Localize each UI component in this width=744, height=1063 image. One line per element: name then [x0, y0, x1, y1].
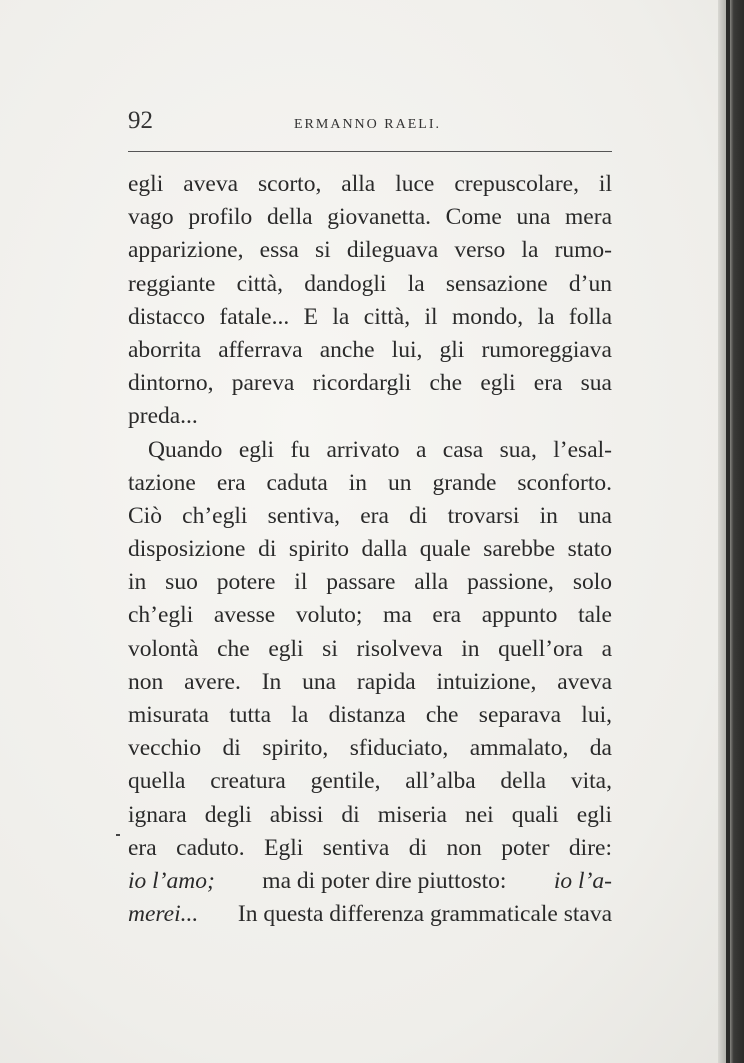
text-line: vago profilo della giovanetta. Come una mera: [128, 204, 612, 231]
body-text: [128, 168, 612, 931]
italic-phrase: io l’a-: [553, 867, 612, 894]
text-line: dintorno, pareva ricordargli che egli era sua: [128, 370, 612, 397]
paragraph-start-line: Quando egli fu arrivato a casa sua, l’esal-: [148, 436, 612, 463]
text-line: volontà che egli si risolveva in quell’ora a: [128, 635, 612, 662]
text-line: era caduto. Egli sentiva di non poter dire:: [128, 834, 612, 861]
text-line: reggiante città, dandogli la sensazione d’un: [128, 270, 612, 297]
text-line: non avere. In una rapida intuizione, aveva: [128, 668, 612, 695]
text-line: ignara degli abissi di miseria nei quali egli: [128, 801, 612, 828]
page-number: 92: [128, 107, 153, 134]
text-line: egli aveva scorto, alla luce crepuscolare, il: [128, 171, 612, 197]
text-line: distacco fatale... E la città, il mondo, la folla: [128, 303, 612, 330]
text-line: preda...: [128, 403, 198, 430]
header-rule: [128, 151, 612, 152]
running-title: ERMANNO RAELI.: [294, 117, 441, 132]
roman-phrase: In questa differenza grammaticale stava: [237, 901, 612, 928]
text-line-mixed: [128, 898, 612, 931]
text-line: aborrita afferrava anche lui, gli rumoreggiava: [128, 336, 612, 363]
margin-mark: [116, 834, 120, 836]
text-line: disposizione di spirito dalla quale sarebbe stato: [128, 536, 612, 563]
text-line: in suo potere il passare alla passione, solo: [128, 569, 612, 596]
text-line: quella creatura gentile, all’alba della vita,: [128, 768, 612, 795]
text-line: ch’egli avesse voluto; ma era appunto tale: [128, 602, 612, 629]
page-edge-shadow: [726, 0, 730, 1063]
text-line-mixed: [128, 865, 612, 898]
page-header: [128, 106, 612, 140]
text-line: apparizione, essa si dileguava verso la rumo-: [128, 237, 612, 264]
roman-phrase: ma di poter dire piuttosto:: [262, 867, 507, 894]
italic-phrase: io l’amo;: [128, 867, 215, 894]
text-line: misurata tutta la distanza che separava lui,: [128, 702, 612, 728]
text-line: Ciò ch’egli sentiva, era di trovarsi in una: [128, 502, 612, 529]
text-line: vecchio di spirito, sfiduciato, ammalato, da: [128, 735, 612, 762]
text-line: tazione era caduta in un grande sconforto.: [128, 469, 612, 496]
page-binding-edge: [718, 0, 744, 1063]
italic-phrase: merei...: [128, 901, 199, 928]
